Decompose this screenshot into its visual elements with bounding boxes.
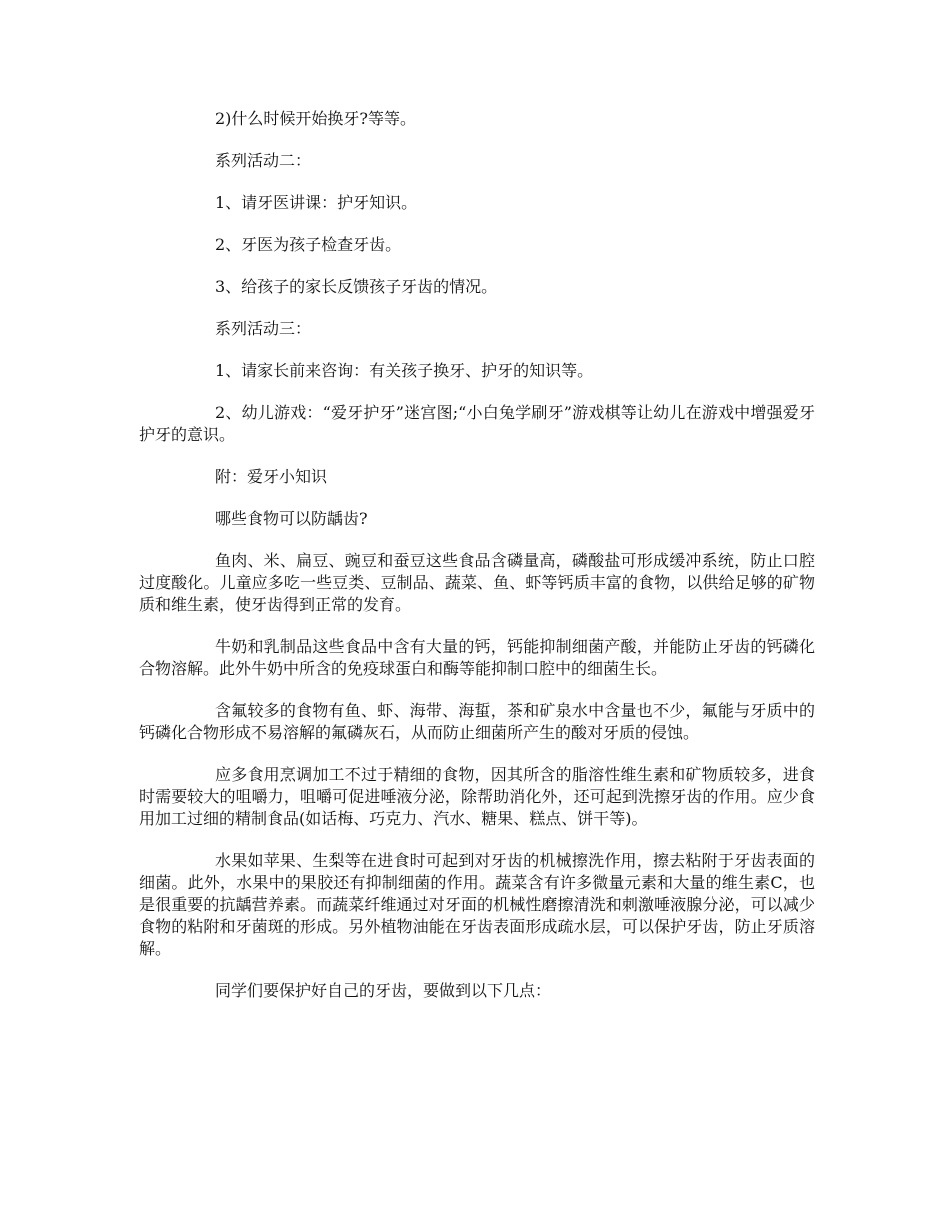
paragraph-fluoride-foods: 含氟较多的食物有鱼、虾、海带、海蜇，茶和矿泉水中含量也不少，氟能与牙质中的钙磷化合物形成不易溶解的氟磷灰石，从而防止细菌所产生的酸对牙质的侵蚀。 [139, 701, 815, 742]
paragraph-coarse-foods: 应多食用烹调加工不过于精细的食物，因其所含的脂溶性维生素和矿物质较多，进食时需要较大的咀嚼力，咀嚼可促进唾液分泌，除帮助消化外，还可起到洗擦牙齿的作用。应少食用加工过细的精制食品(如话梅、巧克力、汽水、糖果、糕点、饼干等)。 [139, 765, 815, 828]
heading-appendix: 附：爱牙小知识 [215, 467, 328, 486]
heading-series-activity-2: 系列活动二： [215, 151, 312, 170]
heading-question-foods: 哪些食物可以防龋齿? [215, 509, 368, 528]
paragraph-phosphorus-foods: 鱼肉、米、扁豆、豌豆和蚕豆这些食品含磷量高，磷酸盐可形成缓冲系统，防止口腔过度酸化。儿童应多吃一些豆类、豆制品、蔬菜、鱼、虾等钙质丰富的食物，以供给足够的矿物质和维生素，使牙齿得到正常的发育。 [139, 551, 815, 614]
paragraph-activity-3-item-2: 2、幼儿游戏：“爱牙护牙”迷宫图;“小白兔学刷牙”游戏棋等让幼儿在游戏中增强爱牙护牙的意识。 [139, 403, 815, 444]
paragraph-activity-2-item-1: 1、请牙医讲课：护牙知识。 [215, 193, 418, 212]
document-page [139, 108, 815, 1022]
paragraph-protect-teeth: 同学们要保护好自己的牙齿，要做到以下几点： [215, 981, 552, 1000]
paragraph-activity-3-item-1: 1、请家长前来咨询：有关孩子换牙、护牙的知识等。 [215, 361, 594, 380]
paragraph-milk-products: 牛奶和乳制品这些食品中含有大量的钙，钙能抑制细菌产酸，并能防止牙齿的钙磷化合物溶解。此外牛奶中所含的免疫球蛋白和酶等能抑制口腔中的细菌生长。 [139, 637, 815, 678]
paragraph-fruits-vegetables: 水果如苹果、生梨等在进食时可起到对牙齿的机械擦洗作用，擦去粘附于牙齿表面的细菌。此外，水果中的果胶还有抑制细菌的作用。蔬菜含有许多微量元素和大量的维生素C，也是很重要的抗龋营养素。而蔬菜纤维通过对牙面的机械性磨擦清洗和刺激唾液腺分泌，可以减少食物的粘附和牙菌斑的形成。另外植物油能在牙齿表面形成疏水层，可以保护牙齿，防止牙质溶解。 [139, 851, 815, 958]
paragraph-question-2: 2)什么时候开始换牙?等等。 [215, 109, 417, 128]
paragraph-activity-2-item-3: 3、给孩子的家长反馈孩子牙齿的情况。 [215, 277, 498, 296]
heading-series-activity-3: 系列活动三： [215, 319, 312, 338]
paragraph-activity-2-item-2: 2、牙医为孩子检查牙齿。 [215, 235, 402, 254]
